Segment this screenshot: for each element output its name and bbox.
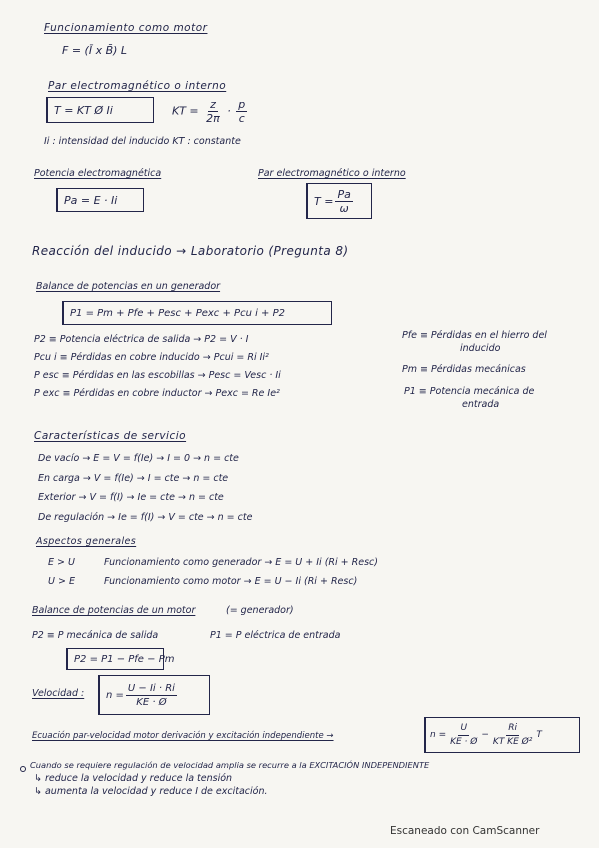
- section-title-potencia-em: Potencia electromagnética: [34, 168, 162, 179]
- iron-loss-definition: Pfe ≡ Pérdidas en el hierro del: [402, 330, 547, 341]
- iron-loss-definition-2: inducido: [460, 343, 501, 354]
- kt-prefix: KT =: [172, 104, 199, 118]
- velocity-den: KE · Ø: [136, 696, 167, 708]
- torque-speed-fraction-2: [491, 722, 534, 749]
- characteristic-vacio: De vacío → E = V = f(Ie) → I = 0 → n = cte: [38, 453, 239, 464]
- section-title-reaccion: Reacción del inducido → Laboratorio (Pregunta 8): [32, 244, 349, 258]
- motor-equation: Funcionamiento como motor → E = U − Ii (Ri + Resc): [104, 576, 358, 587]
- torque-speed-label: Ecuación par-velocidad motor derivación y excitación independiente →: [32, 731, 334, 741]
- section-title-aspectos: Aspectos generales: [36, 536, 137, 547]
- characteristic-exterior: Exterior → V = f(I) → Ie = cte → n = cte: [38, 492, 224, 503]
- torque-speed-f2-den: KT KE Ø²: [492, 736, 533, 747]
- reduce-speed-note: ↳ reduce la velocidad y reduce la tensión: [34, 773, 233, 784]
- increase-speed-note: ↳ aumenta la velocidad y reduce I de excitación.: [34, 786, 268, 797]
- velocity-label: Velocidad :: [32, 688, 85, 699]
- torque-power-prefix: T =: [314, 194, 334, 208]
- torque-power-den: ω: [339, 201, 349, 215]
- section-title-balance-motor-note: (= generador): [226, 605, 294, 616]
- input-power-definition-2: entrada: [462, 399, 500, 410]
- generator-loss-line-3: P esc ≡ Pérdidas en las escobillas → Pesc = Vesc · Ii: [34, 370, 281, 381]
- torque-speed-formula-box: [424, 717, 580, 753]
- velocity-num: U − Ii · Ri: [127, 682, 175, 694]
- motor-output-power: P2 ≡ P mecánica de salida: [32, 630, 159, 641]
- motor-balance-box: P2 = P1 − Pfe − Pm: [66, 648, 164, 670]
- kt-fraction-2: [236, 98, 247, 125]
- generator-balance-box: P1 = Pm + Pfe + Pesc + Pexc + Pcu i + P2: [62, 301, 332, 325]
- kt-dot: ·: [227, 104, 231, 118]
- kt-formula: [172, 98, 249, 125]
- section-title-caracteristicas: Características de servicio: [34, 430, 187, 442]
- generator-loss-line-4: P exc ≡ Pérdidas en cobre inductor → Pexc = Re Ie²: [34, 388, 280, 399]
- electromagnetic-power-box: Pa = E · Ii: [56, 188, 144, 212]
- ii-kt-definitions: Ii : intensidad del inducido KT : constante: [44, 136, 241, 147]
- velocity-fraction: [126, 682, 177, 709]
- torque-formula-box: T = KT Ø Ii: [46, 97, 154, 123]
- independent-excitation-note: Cuando se requiere regulación de velocidad amplia se recurre a la EXCITACIÓN INDEPENDIENTE: [30, 760, 430, 770]
- motor-input-power: P1 = P eléctrica de entrada: [210, 630, 341, 641]
- scanner-watermark: Escaneado con CamScanner: [390, 825, 540, 837]
- torque-speed-f1-den: KE · Ø: [450, 736, 478, 747]
- torque-speed-f1-num: U: [458, 722, 469, 736]
- torque-power-box: [306, 183, 372, 219]
- section-title-par: Par electromagnético o interno: [48, 80, 227, 92]
- kt-frac1-num: z: [210, 98, 216, 111]
- torque-speed-minus: −: [481, 730, 489, 740]
- mechanical-loss-definition: Pm ≡ Pérdidas mecánicas: [402, 364, 526, 375]
- kt-fraction-1: [204, 98, 222, 125]
- section-title-motor: Funcionamiento como motor: [44, 22, 208, 34]
- torque-speed-fraction-1: [448, 722, 479, 749]
- section-title-par-interno: Par electromagnético o interno: [258, 168, 406, 179]
- section-title-balance-generador: Balance de potencias en un generador: [36, 281, 221, 292]
- torque-power-num: Pa: [337, 187, 351, 201]
- characteristic-carga: En carga → V = f(Ie) → I = cte → n = cte: [38, 473, 229, 484]
- force-formula: F = (Ī x B̄) L: [62, 44, 128, 57]
- generator-loss-line-2: Pcu i ≡ Pérdidas en cobre inducido → Pcui = Ri Ii²: [34, 352, 269, 363]
- velocity-prefix: n =: [106, 689, 124, 701]
- torque-speed-suffix: T: [536, 730, 542, 740]
- generator-equation: Funcionamiento como generador → E = U + Ii (Ri + Resc): [104, 557, 378, 568]
- kt-frac2-num: p: [238, 98, 246, 111]
- kt-frac2-den: c: [238, 112, 245, 125]
- generator-condition: E > U: [48, 557, 75, 568]
- torque-speed-f2-num: Ri: [506, 722, 519, 736]
- torque-power-fraction: [335, 188, 352, 215]
- section-title-balance-motor: Balance de potencias de un motor: [32, 605, 196, 616]
- velocity-formula-box: [98, 675, 210, 715]
- kt-frac1-den: 2π: [206, 112, 220, 125]
- motor-condition: U > E: [48, 576, 75, 587]
- torque-speed-prefix: n =: [430, 730, 447, 740]
- generator-loss-line-1: P2 ≡ Potencia eléctrica de salida → P2 = V · I: [34, 334, 249, 345]
- input-power-definition: P1 ≡ Potencia mecánica de: [404, 386, 535, 397]
- characteristic-regulacion: De regulación → Ie = f(I) → V = cte → n = cte: [38, 512, 253, 523]
- bullet-dot: [20, 766, 26, 772]
